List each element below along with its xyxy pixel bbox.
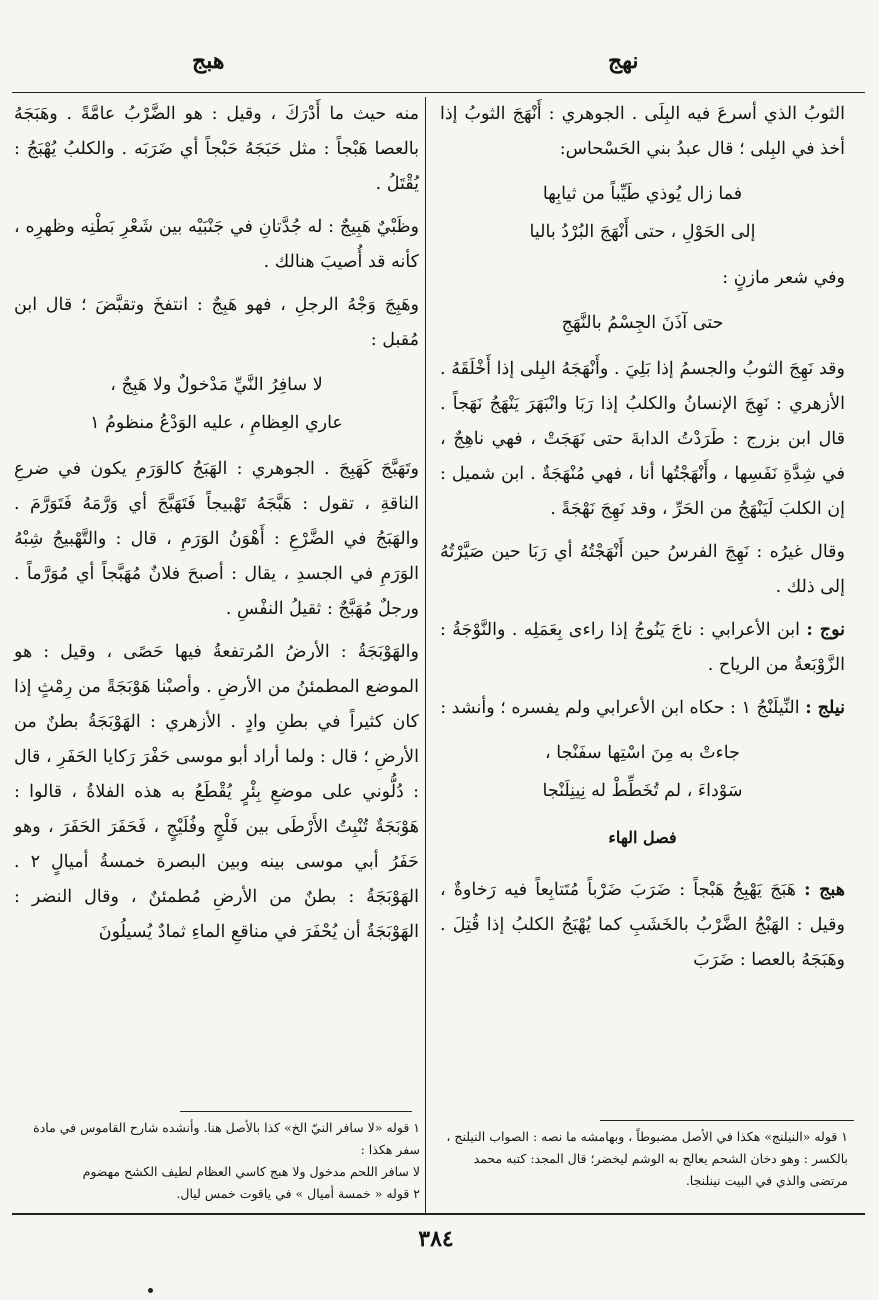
paragraph <box>14 452 419 627</box>
header-rule <box>12 92 865 93</box>
verse-block <box>440 304 845 342</box>
paragraph <box>14 97 419 202</box>
entry-headword: هبج : <box>804 880 845 900</box>
verse-line: جاءتْ به مِنَ اسْتِها سفَنْجا ، <box>545 743 740 763</box>
paragraph <box>440 97 845 167</box>
verse-line: لا سافِرُ النَّيِّ مَدْخولٌ ولا هَبِجٌ ، <box>110 375 323 395</box>
paragraph-text: منه حيث ما أَدْرَكَ ، وقيل : هو الضَّرْبُ عامَّةً . وهَبَجَهُ بالعصا هَبْجاً : مثل حَبَجَهُ حَبْجاً أي ضَرَبَه . والكلبُ يُهْبَجُ : يُقْتَلُ . <box>14 104 420 194</box>
verse-block <box>440 734 845 810</box>
entry-text: هَبَجَ يَهْبِجُ هَبْجاً : ضَرَبَ ضَرْباً مُتَتابِعاً فيه رَخاوةٌ ، وقيل : الهَبْجُ الضَّرْبُ بالخَشَبِ كما يُهْبَجُ الكلبُ إذا قُتِلَ . وهَبَجَهُ بالعصا : ضَرَبَ <box>440 880 845 970</box>
section-heading: فصل الهاء <box>608 828 677 847</box>
paragraph-text: وقال غيرُه : نَهِجَ الفرسُ حين أَنْهَجْتُهُ أي رَبَا حين صَيَّرْتُهُ إلى ذلك . <box>440 542 845 597</box>
verse-line: سَوْداءَ ، لم تُخَطِّطْ له نِينِلَنْجا <box>542 781 743 801</box>
verse-line: إلى الحَوْلِ ، حتى أَنْهَجَ البُرْدُ باليا <box>529 222 756 242</box>
page-header-left-word: هبج <box>192 48 225 74</box>
paragraph-text: وظَبْيٌ هَبِيجٌ : له جُدَّتانِ في جَنْبَيْه بين شَعْرِ بَطْنِه وظهرِه ، كأنه قد أُصيبَ هنالك . <box>14 217 419 272</box>
footnote: ٢ قوله « خمسة أميال » في ياقوت خمس ليال. <box>176 1186 420 1201</box>
footnote-verse: لا سافر اللحم مدخول ولا هبج كاسي العظام لطيف الكشح مهضوم <box>82 1164 420 1179</box>
footnotes-left <box>16 1117 420 1205</box>
entry-text: النِّيلَنْجُ ١ : حكاه ابن الأعرابي ولم يفسره ؛ وأنشد : <box>440 698 800 718</box>
paragraph <box>14 210 419 280</box>
page-header-right-word: نهج <box>608 48 639 74</box>
paragraph-text: وتَهَبَّجَ كَهَبِجَ . الجوهري : الهَبَجُ كالوَرَمِ يكون في ضرعِ الناقةِ ، تقول : هَبَّجَهُ تَهْبيجاً فَتَهَبَّجَ أي وَرَّمَهُ فَتَوَرَّمَ . والهَبَجُ في الضَّرْعِ : أَهْوَنُ الوَرَمِ ، قال : والتَّهْبيجُ شِبْهُ الوَرَمِ في الجسدِ ، يقال : أصبحَ فلانٌ مُهَبَّجاً أي مُوَرَّماً . ورجلٌ مُهَبَّجٌ : ثقيلُ النفْسِ . <box>14 459 419 619</box>
entry-headword: نيلج : <box>805 698 845 718</box>
entry-nawj <box>440 613 845 683</box>
page-number: ٣٨٤ <box>418 1226 454 1252</box>
paragraph <box>14 635 419 950</box>
entry-headword: نوج : <box>806 620 845 640</box>
entry-habaj <box>440 873 845 978</box>
paragraph <box>14 288 419 358</box>
verse-line: حتى آذَنَ الجِسْمُ بالنَّهَجِ <box>561 313 724 333</box>
ink-speck <box>148 1288 153 1293</box>
footnote: ١ قوله «لا سافر النيّ الخ» كذا بالأصل هنا. وأنشده شارح القاموس في مادة سفر هكذا : <box>33 1120 420 1157</box>
paragraph-text: الثوبُ الذي أسرعَ فيه البِلَى . الجوهري : أَنْهَجَ الثوبُ إذا أخذ في البِلى ؛ قال عبدُ بني الحَسْحاس: <box>440 104 845 159</box>
verse-block <box>14 366 419 442</box>
paragraph <box>440 261 845 296</box>
paragraph-text: والهَوْبَجَةُ : الأرضُ المُرتفعةُ فيها حَصًى ، وقيل : هو الموضع المطمئنُ من الأرضِ . وأصبْنا هَوْبَجَةً من رِمْثٍ إذا كان كثيراً في بطنِ وادٍ . الأزهري : الهَوْبَجَةُ بطنٌ من الأرضِ ؛ قال : ولما أراد أبو موسى حَفْرَ رَكايا الحَفَرِ ، قال : دُلُّوني على موضعِ بِئْرٍ يُقْطَعُ به هذه الفلاةُ ، قالوا : هَوْبَجَةٌ تُنْبِتُ الأَرْطَى بين فَلْجٍ وفُلَيْجٍ ، فَحَفَرَ الحَفَرَ ، وهو حَفَرُ أبي موسى بينه وبين البصرة خمسةُ أميالٍ ٢ . الهَوْبَجَةُ : بطنٌ من الأرضِ مُطمئنٌ ، وقال النضر : الهَوْبَجَةُ أن يُحْفَرَ في مناقعِ الماءِ ثمادٌ يُسيلُونَ <box>14 642 419 942</box>
footnote-rule <box>180 1111 412 1112</box>
paragraph-text: وفي شعر مازنٍ : <box>722 268 845 288</box>
footnotes-right <box>436 1126 848 1192</box>
footnote: ١ قوله «النيلنج» هكذا في الأصل مضبوطاً ، وبهامشه ما نصه : الصواب النيلنج ، بالكسر : وهو دخان الشحم يعالج به الوشم ليخضر؛ قال المجد: كتبه محمد مرتضى والذي في البيت نينلنجا. <box>446 1129 848 1188</box>
footnote-rule <box>600 1120 854 1121</box>
paragraph <box>440 352 845 527</box>
entry-text: ابن الأعرابي : ناجَ يَنُوجُ إذا راءى بِعَمَلِه . والنَّوْجَةُ : الزَّوْبَعةُ من الرياح . <box>440 620 845 675</box>
paragraph-text: وهَبِجَ وَجْهُ الرجلِ ، فهو هَبِجٌ : انتفخَ وتقبَّضَ ؛ قال ابن مُقبل : <box>14 295 419 350</box>
column-divider <box>425 97 426 1214</box>
verse-line: عاري العِظامِ ، عليه الوَدْعُ منظومُ ١ <box>90 413 343 433</box>
footer-rule <box>12 1213 865 1215</box>
paragraph-text: وقد نَهِجَ الثوبُ والجسمُ إذا بَلِيَ . وأَنْهَجَهُ البِلى إذا أَخْلَقَهُ . الأزهري : نَهِجَ الإنسانُ والكلبُ إذا رَبَا وانْبَهَرَ يَنْهَجُ نَهَجاً . قال ابن بزرج : طَرَدْتُ الدابةَ حتى نَهَجَتْ ، فهي ناهِجٌ ، في شِدَّةِ نَفَسِها ، وأَنْهَجْتُها أنا ، فهي مُنْهَجَةٌ . ابن شميل : إن الكلبَ لَيَنْهَجُ من الحَرِّ ، وقد نَهِجَ نَهْجَةً . <box>440 359 845 519</box>
entry-naylaj <box>440 691 845 726</box>
left-column <box>14 97 419 958</box>
paragraph <box>440 535 845 605</box>
verse-line: فما زال يُوذي طَيِّباً من ثيابِها <box>542 184 743 204</box>
verse-block <box>440 175 845 251</box>
right-column <box>440 97 845 986</box>
